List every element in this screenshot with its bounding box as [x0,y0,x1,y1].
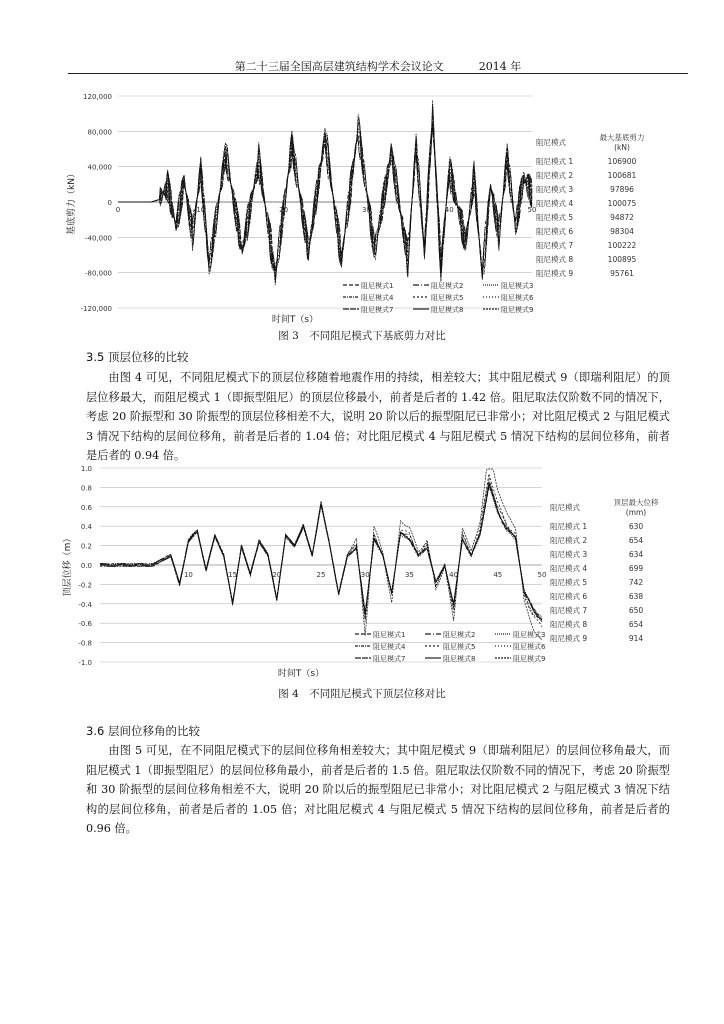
table-cell: 638 [628,591,644,601]
table-cell: 阻尼模式 2 [550,535,588,545]
figure4-legend [355,630,565,664]
y-tick-label: 80,000 [87,128,112,137]
y-tick-label: -80,000 [84,269,112,278]
y-tick-label: -120,000 [80,305,112,313]
x-tick-label: 30 [361,206,371,214]
y-tick-label: -0.6 [78,620,92,629]
legend-swatch [413,294,429,300]
table-cell: 650 [628,605,644,615]
table-cell: 106900 [607,156,637,166]
table-row [536,154,646,168]
legend-item: 阻尼模式8 [425,654,495,664]
table-cell: 阻尼模式 9 [550,633,588,643]
legend-item: 阻尼模式3 [495,630,565,640]
legend-item: 阻尼模式1 [355,630,425,640]
table-row [536,182,646,196]
header-title: 第二十三届全国高层建筑结构学术会议论文 [234,60,444,73]
table-row [550,575,660,589]
legend-swatch [343,306,359,312]
table-cell: 98304 [610,226,634,236]
table-row [550,631,660,645]
figure3-caption: 图 3 不同阻尼模式下基底剪力对比 [278,330,446,342]
legend-swatch [343,294,359,300]
legend-swatch [483,294,499,300]
x-tick-label: 15 [228,571,238,579]
y-tick-label: 0.6 [80,503,92,512]
table-header-cell: 顶层最大位移 (mm) [613,498,659,517]
legend-item: 阻尼模式5 [413,293,483,303]
table-cell: 100681 [607,170,637,180]
y-axis-label: 顶层位移（m） [63,533,73,597]
x-tick-label: 40 [444,206,454,214]
table-row [550,533,660,547]
x-tick-label: 30 [360,571,370,579]
y-tick-label: -1.0 [78,659,92,667]
figure3-legend [343,281,553,315]
legend-item: 阻尼模式2 [413,281,483,291]
legend-item: 阻尼模式7 [355,654,425,664]
legend-item: 阻尼模式4 [343,293,413,303]
table-cell: 阻尼模式 3 [550,549,588,559]
x-axis-label: 时间T（s） [271,315,319,325]
y-tick-label: 0 [107,199,112,207]
legend-swatch [425,655,441,661]
x-tick-label: 50 [537,571,547,579]
section35-text: 由图 4 可见，不同阻尼模式下的顶层位移随着地震作用的持续，相差较大；其中阻尼模式 9（即瑞利阻尼）的顶层位移最大，而阻尼模式 1（即振型阻尼）的顶层位移最小，前者是后者的 1.42 倍。阻尼取法仅阶数不同的情况下，考虑 20 阶振型和 30 阶振型的顶层位移相差不大，说明 20 阶以后的振型阻尼已非常小；对比阻尼模式 2 与阻尼模式 3 情况下结构的层间位移角，前者是后者的 1.04 倍；对比阻尼模式 4 与阻尼模式 5 情况下结构的层间位移角，前者是后者的 0.94 倍。 [86,371,670,462]
legend-swatch [355,643,371,649]
table-cell: 634 [628,549,644,559]
x-tick-label: 10 [196,206,206,214]
y-tick-label: -0.4 [78,600,92,609]
table-row [536,168,646,182]
legend-item: 阻尼模式2 [425,630,495,640]
figure4-table-header [550,495,660,519]
table-cell: 阻尼模式 9 [536,268,574,278]
table-cell: 阻尼模式 2 [536,170,574,180]
table-cell: 95761 [610,268,634,278]
x-tick-label: 20 [272,571,282,579]
legend-item: 阻尼模式6 [483,293,553,303]
legend-swatch [495,631,511,637]
header-year: 2014 年 [478,60,522,73]
table-row [536,210,646,224]
section36-title: 3.6 层间位移角的比较 [86,724,200,738]
table-cell: 100895 [607,254,637,264]
series-line-9 [100,469,542,640]
running-header [68,58,688,74]
table-row [536,238,646,252]
table-row [536,266,646,280]
table-row [550,561,660,575]
x-tick-label: 20 [279,206,289,214]
y-tick-label: 40,000 [87,163,112,172]
table-cell: 阻尼模式 3 [536,184,574,194]
table-cell: 阻尼模式 8 [550,619,588,629]
x-tick-label: 25 [316,571,326,579]
legend-swatch [413,306,429,312]
legend-swatch [425,631,441,637]
legend-item: 阻尼模式7 [343,305,413,315]
y-tick-label: 0.8 [80,484,92,493]
series-line-4 [100,478,542,622]
table-row [536,252,646,266]
table-cell: 阻尼模式 8 [536,254,574,264]
legend-item: 阻尼模式9 [483,305,553,315]
table-row [550,547,660,561]
table-cell: 阻尼模式 7 [550,605,588,615]
legend-swatch [355,655,371,661]
legend-swatch [483,306,499,312]
table-cell: 阻尼模式 4 [536,198,574,208]
table-header-cell: 最大基底剪力 (kN) [599,133,645,152]
y-tick-label: 0.2 [80,542,92,551]
y-tick-label: -0.8 [78,639,92,648]
legend-item: 阻尼模式1 [343,281,413,291]
table-cell: 100222 [607,240,637,250]
table-cell: 阻尼模式 4 [550,563,588,573]
table-cell: 阻尼模式 6 [536,226,574,236]
y-tick-label: 1.0 [80,465,92,473]
table-cell: 阻尼模式 5 [550,577,588,587]
table-cell: 阻尼模式 5 [536,212,574,222]
legend-swatch [343,282,359,288]
figure4-table [550,495,660,645]
table-cell: 94872 [610,212,634,222]
y-tick-label: 0.4 [80,523,92,532]
figure3-table-header [536,130,646,154]
table-row [550,617,660,631]
table-cell: 914 [628,633,644,643]
legend-item: 阻尼模式5 [425,642,495,652]
x-tick-label: 0 [115,206,121,214]
table-header-cell: 阻尼模式 [550,502,580,512]
x-tick-label: 50 [527,206,537,214]
table-header-cell: 阻尼模式 [536,137,566,147]
figure3-table [536,130,646,280]
table-cell: 654 [628,535,644,545]
table-cell: 97896 [610,184,634,194]
header-rule [68,73,688,74]
table-cell: 阻尼模式 1 [536,156,574,166]
x-tick-label: 10 [183,571,193,579]
legend-swatch [425,643,441,649]
table-cell: 阻尼模式 7 [536,240,574,250]
table-cell: 100075 [607,198,637,208]
table-cell: 699 [628,563,644,573]
legend-swatch [495,643,511,649]
legend-item: 阻尼模式9 [495,654,565,664]
legend-swatch [483,282,499,288]
legend-item: 阻尼模式4 [355,642,425,652]
table-cell: 654 [628,619,644,629]
table-row [550,603,660,617]
table-row [550,519,660,533]
legend-item: 阻尼模式8 [413,305,483,315]
section35-title: 3.5 顶层位移的比较 [86,350,189,364]
x-axis-label: 时间T（s） [277,669,325,679]
table-cell: 阻尼模式 6 [550,591,588,601]
table-cell: 阻尼模式 1 [550,521,588,531]
legend-swatch [495,655,511,661]
legend-item: 阻尼模式6 [495,642,565,652]
table-cell: 630 [628,521,644,531]
y-tick-label: 0.0 [80,562,92,570]
table-row [536,224,646,238]
legend-swatch [413,282,429,288]
table-row [550,589,660,603]
x-tick-label: 40 [449,571,459,579]
x-tick-label: 45 [493,571,503,579]
y-tick-label: -40,000 [84,234,112,243]
table-row [536,196,646,210]
y-axis-label: 基底剪力（kN） [67,169,77,235]
section36-text: 由图 5 可见，在不同阻尼模式下的层间位移角相差较大；其中阻尼模式 9（即瑞利阻尼）的层间位移角最大，而阻尼模式 1（即振型阻尼）的层间位移角最小，前者是后者的 1.5 倍。阻尼取法仅阶数不同的情况下，考虑 20 阶振型和 30 阶振型的层间位移角相差不大，说明 20 阶以后的振型阻尼已非常小；对比阻尼模式 2 与阻尼模式 3 情况下结构的层间位移角，前者是后者的 1.05 倍；对比阻尼模式 4 与阻尼模式 5 情况下结构的层间位移角，前者是后者的 0.96 倍。 [86,744,670,835]
x-tick-label: 35 [404,571,414,579]
legend-item: 阻尼模式3 [483,281,553,291]
y-tick-label: -0.2 [78,581,92,590]
legend-swatch [355,631,371,637]
y-tick-label: 120,000 [83,93,112,101]
figure4-caption: 图 4 不同阻尼模式下顶层位移对比 [278,688,446,700]
table-cell: 742 [628,577,644,587]
